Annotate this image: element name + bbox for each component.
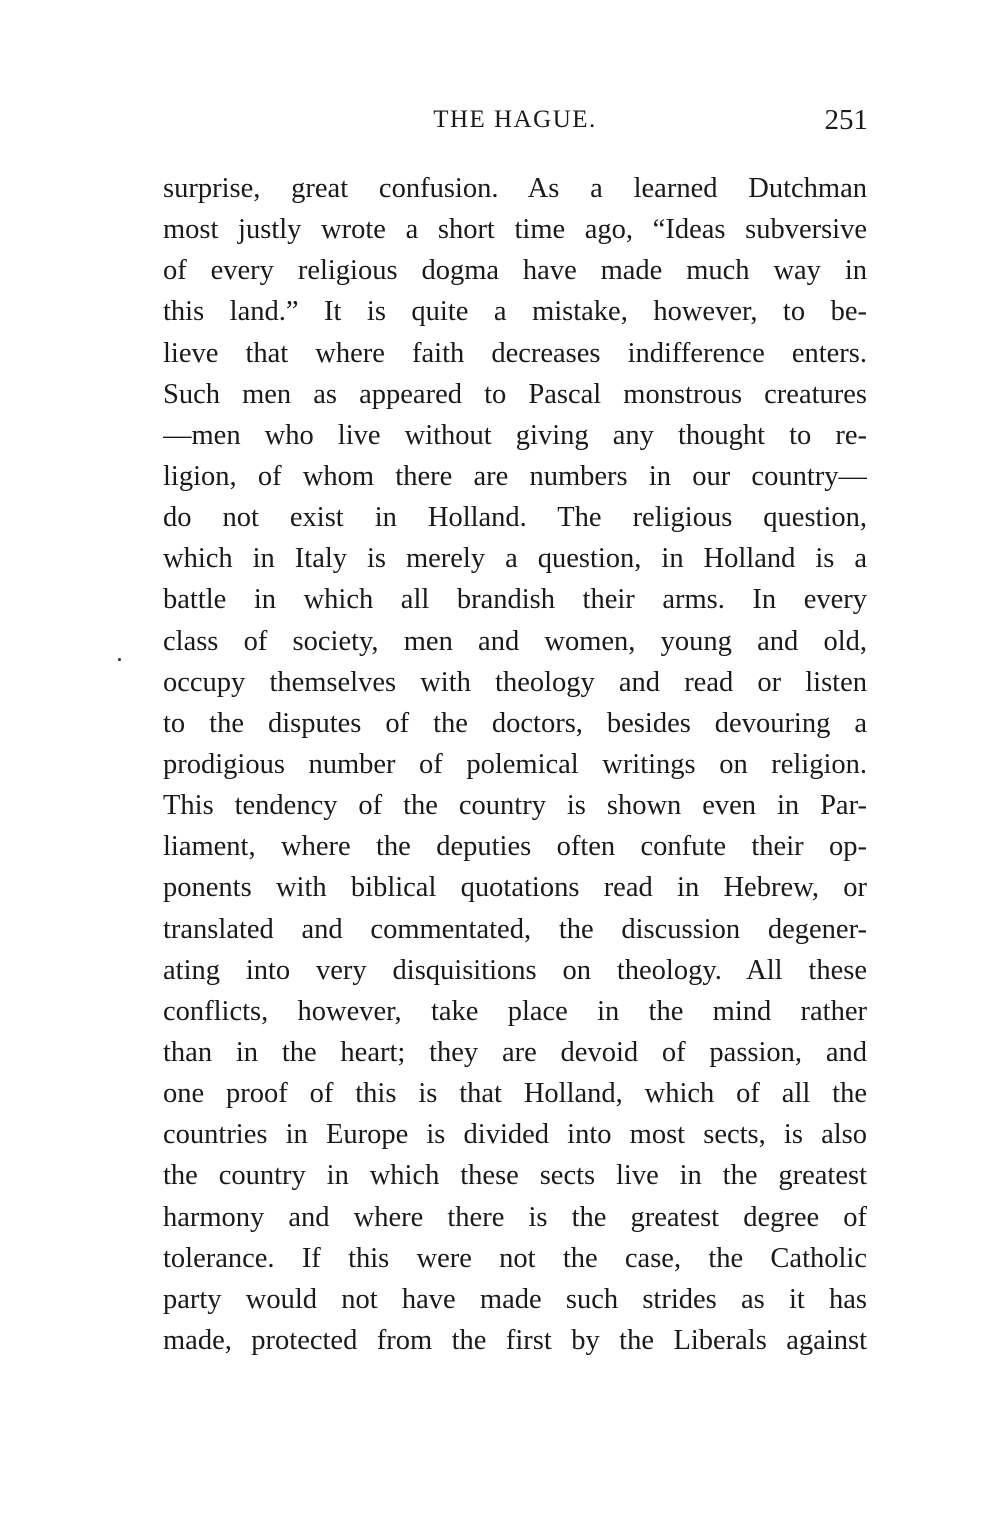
text-line: battle in which all brandish their arms. In every <box>163 584 867 616</box>
text-line: ating into very disquisitions on theology. All these <box>163 954 867 986</box>
text-line: do not exist in Holland. The religious question, <box>163 502 867 534</box>
text-line: harmony and where there is the greatest degree of <box>163 1201 867 1233</box>
text-line: class of society, men and women, young and old, <box>163 625 867 657</box>
text-line: surprise, great confusion. As a learned Dutchman <box>163 173 867 204</box>
stray-ink-dot <box>118 658 121 661</box>
body-text <box>163 168 867 1361</box>
text-line: this land.” It is quite a mistake, however, to be- <box>163 296 867 328</box>
text-line: prodigious number of polemical writings on religion. <box>163 748 867 780</box>
text-line: than in the heart; they are devoid of passion, and <box>163 1036 867 1068</box>
text-line: liament, where the deputies often confute their op- <box>163 831 867 863</box>
text-line: ponents with biblical quotations read in Hebrew, or <box>163 872 867 904</box>
text-line: conflicts, however, take place in the mind rather <box>163 995 867 1027</box>
running-head <box>160 100 870 140</box>
text-line: of every religious dogma have made much way in <box>163 255 867 287</box>
text-line: —men who live without giving any thought to re- <box>163 419 867 451</box>
running-title: THE HAGUE. <box>433 106 597 133</box>
page-number: 251 <box>824 104 868 136</box>
text-line: This tendency of the country is shown even in Par- <box>163 790 867 822</box>
text-line: tolerance. If this were not the case, the Catholic <box>163 1242 867 1274</box>
text-line: lieve that where faith decreases indifference enters. <box>163 337 867 369</box>
text-line: made, protected from the first by the Liberals against <box>163 1324 867 1356</box>
text-line: countries in Europe is divided into most sects, is also <box>163 1119 867 1151</box>
text-line: occupy themselves with theology and read or listen <box>163 666 867 698</box>
text-line: which in Italy is merely a question, in Holland is a <box>163 543 867 575</box>
text-line: Such men as appeared to Pascal monstrous creatures <box>163 378 867 410</box>
text-line: translated and commentated, the discussion degener- <box>163 913 867 945</box>
text-line: most justly wrote a short time ago, “Ideas subversive <box>163 214 867 246</box>
text-line: ligion, of whom there are numbers in our country— <box>163 460 867 492</box>
text-line: the country in which these sects live in the greatest <box>163 1160 867 1192</box>
text-line: one proof of this is that Holland, which of all the <box>163 1078 867 1110</box>
text-line: to the disputes of the doctors, besides devouring a <box>163 707 867 739</box>
text-line: party would not have made such strides as it has <box>163 1283 867 1315</box>
